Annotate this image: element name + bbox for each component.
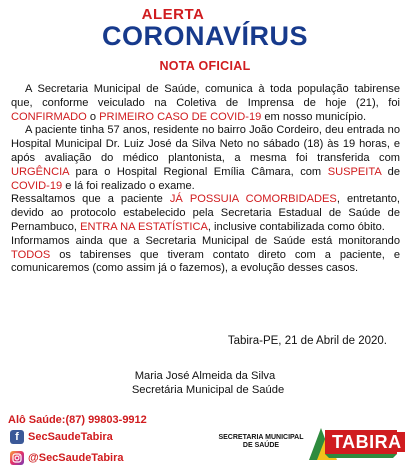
highlight: ENTRA NA ESTATÍSTICA	[80, 220, 208, 233]
instagram-icon	[10, 451, 24, 465]
text: de	[381, 165, 400, 178]
highlight: PRIMEIRO CASO DE COVID-19	[99, 110, 262, 123]
text: para o Hospital Regional Emília Câmara, com	[68, 165, 328, 178]
tabira-logo	[305, 420, 400, 466]
logo-text: TABIRA	[329, 432, 405, 452]
signature-name: Maria José Almeida da Silva	[134, 370, 276, 382]
alert-label: ALERTA	[141, 6, 205, 23]
facebook-label: SecSaudeTabira	[28, 431, 113, 443]
secretaria-label: SECRETARIA MUNICIPAL DE SAÚDE	[218, 434, 304, 449]
text: A Secretaria Municipal de Saúde, comunica à toda população tabirense que, conforme veiculado na Coletiva de Imprensa de hoje (21), foi	[11, 83, 400, 109]
highlight: CONFIRMADO	[11, 110, 87, 123]
text: Ressaltamos que a paciente	[11, 193, 170, 206]
instagram-handle	[10, 451, 124, 465]
text: A paciente tinha 57 anos, residente no bairro João Cordeiro, deu entrada no Hospital Municipal Dr. Luiz José da Silva Neto no sábado (18) às 19 horas, e após avaliação do médico plantonista, a mesma foi transferida com	[11, 124, 400, 164]
facebook-handle	[10, 430, 113, 444]
text: , entretanto, devido ao protocolo estabelecido pela Secretaria Estadual de Saúde de Pernambuco,	[11, 193, 400, 233]
paragraph-1	[11, 83, 400, 124]
highlight: SUSPEITA	[327, 165, 382, 178]
page-title: CORONAVÍRUS	[101, 21, 308, 51]
signature-role: Secretária Municipal de Saúde	[131, 384, 285, 396]
signature	[0, 369, 410, 397]
date-line: Tabira-PE, 21 de Abril de 2020.	[227, 335, 387, 347]
paragraph-2	[11, 124, 400, 193]
facebook-icon: f	[10, 430, 24, 444]
text: o	[86, 110, 100, 123]
text: e lá foi realizado o exame.	[62, 179, 195, 192]
page-subtitle: NOTA OFICIAL	[159, 59, 251, 73]
text: Informamos ainda que a Secretaria Municipal de Saúde está monitorando	[11, 234, 400, 247]
text: em nosso município.	[261, 110, 367, 123]
text: , inclusive contabilizada como óbito.	[207, 220, 385, 233]
header	[0, 6, 410, 73]
highlight: COVID-19	[11, 179, 63, 192]
paragraph-4	[11, 235, 400, 276]
instagram-label: @SecSaudeTabira	[28, 452, 124, 464]
notice-body	[11, 83, 400, 276]
text: os tabirenses que tiveram contato direto com a paciente, e comunicaremos (como assim já o fazemos), a evolução desses casos.	[11, 248, 400, 275]
paragraph-3	[11, 193, 400, 234]
highlight: TODOS	[11, 248, 51, 261]
highlight: URGÊNCIA	[11, 165, 69, 178]
hotline-phone: Alô Saúde:(87) 99803-9912	[8, 414, 147, 426]
highlight: JÁ POSSUIA COMORBIDADES	[169, 193, 337, 206]
